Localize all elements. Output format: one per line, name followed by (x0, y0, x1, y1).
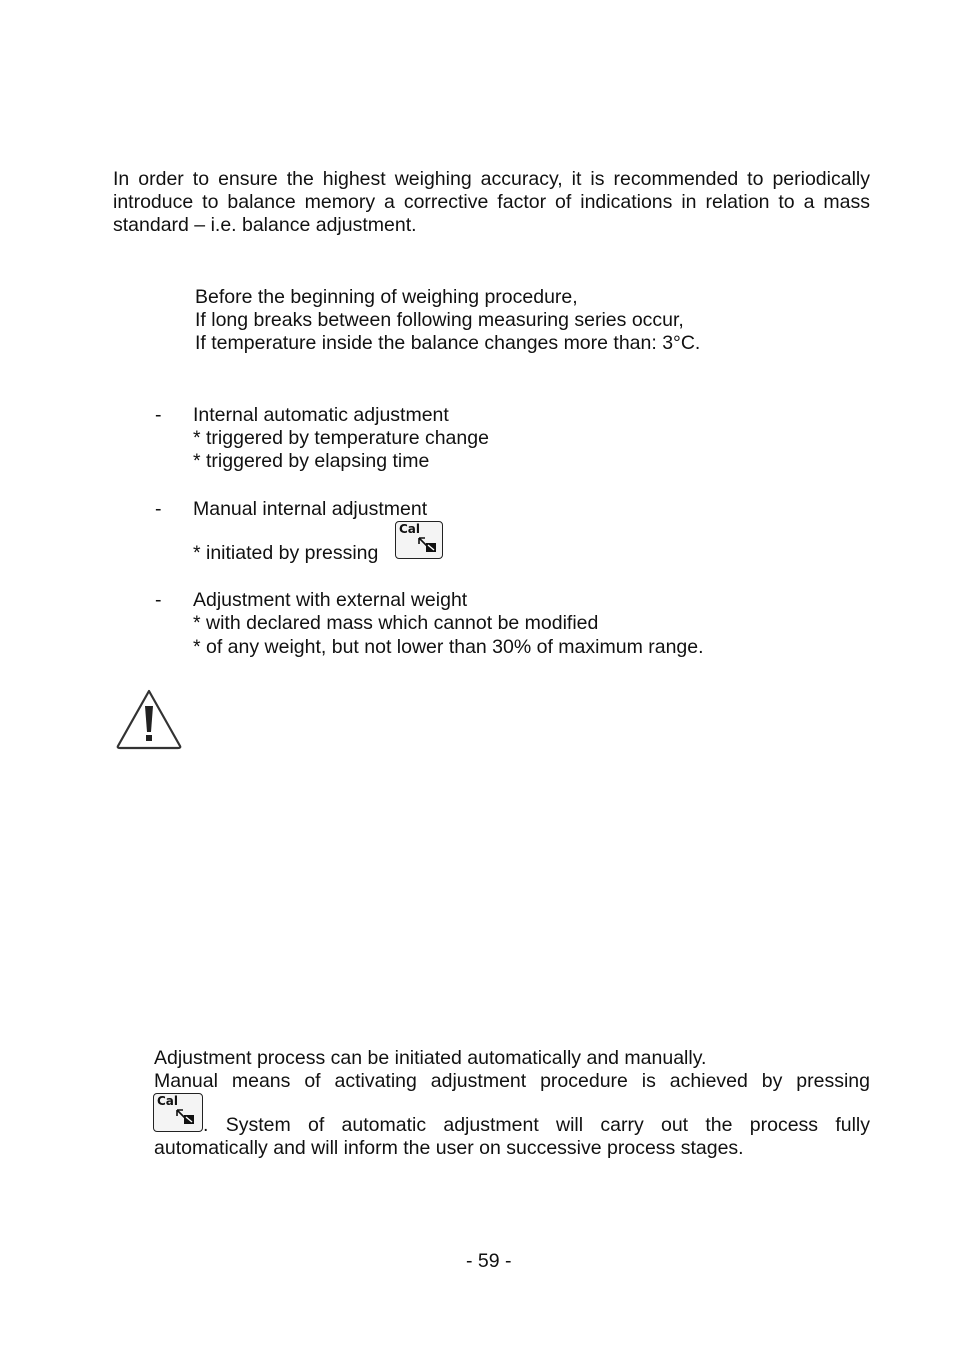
when-item: If temperature inside the balance changes more than: 3°C. (195, 332, 701, 354)
when-item: If long breaks between following measuring series occur, (195, 309, 684, 331)
process-line-1: Adjustment process can be initiated automatically and manually. (154, 1047, 707, 1069)
cal-key (395, 521, 443, 559)
intro-line-2: introduce to balance memory a corrective factor of indications in relation to a mass (113, 191, 870, 213)
mode-title-external: Adjustment with external weight (193, 589, 468, 611)
process-line-4: automatically and will inform the user on successive process stages. (154, 1137, 744, 1159)
page-number: - 59 - (466, 1250, 512, 1272)
warning-triangle-icon (115, 688, 183, 750)
list-dash: - (155, 498, 162, 520)
cal-arrow-icon (176, 1109, 196, 1125)
mode-item: * initiated by pressing (193, 542, 379, 564)
list-dash: - (155, 589, 162, 611)
mode-title-manual-internal: Manual internal adjustment (193, 498, 428, 520)
process-line-3: . System of automatic adjustment will carry out the process fully (203, 1114, 870, 1136)
list-dash: - (155, 404, 162, 426)
cal-key-label: Cal (399, 522, 421, 536)
intro-line-3: standard – i.e. balance adjustment. (113, 214, 417, 236)
when-item: Before the beginning of weighing procedure, (195, 286, 578, 308)
process-line-2: Manual means of activating adjustment procedure is achieved by pressing (154, 1070, 870, 1092)
cal-key (153, 1093, 203, 1132)
cal-arrow-icon (418, 537, 438, 553)
mode-item: * triggered by temperature change (193, 427, 489, 449)
cal-key-label: Cal (157, 1094, 179, 1108)
mode-item: * of any weight, but not lower than 30% of maximum range. (193, 636, 704, 658)
mode-item: * triggered by elapsing time (193, 450, 430, 472)
mode-item: * with declared mass which cannot be modified (193, 612, 599, 634)
intro-line-1: In order to ensure the highest weighing accuracy, it is recommended to periodically (113, 168, 870, 190)
mode-title-internal-auto: Internal automatic adjustment (193, 404, 449, 426)
